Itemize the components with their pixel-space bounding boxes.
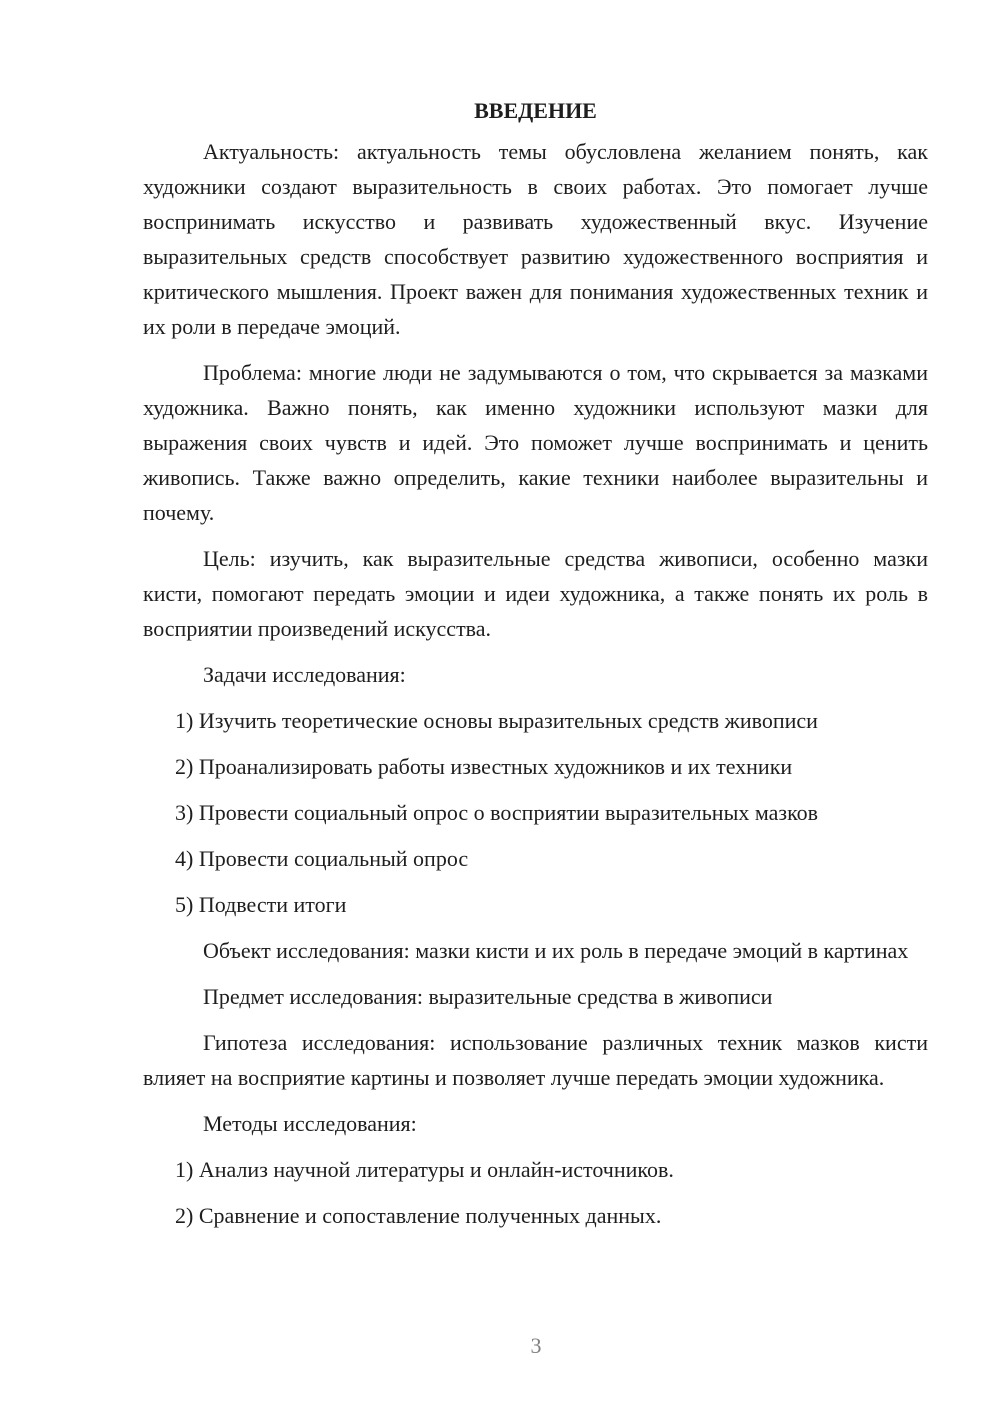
subject-paragraph: Предмет исследования: выразительные средства в живописи <box>203 984 773 1009</box>
method-item-1: 1) Анализ научной литературы и онлайн-источников. <box>175 1157 674 1182</box>
task-item-2: 2) Проанализировать работы известных художников и их техники <box>175 754 793 779</box>
goal-paragraph: Цель: изучить, как выразительные средства живописи, особенно мазки кисти, помогают передать эмоции и идеи художника, а также понять их роль в восприятии произведений искусства. <box>143 546 928 641</box>
task-item-3: 3) Провести социальный опрос о восприятии выразительных мазков <box>175 800 819 825</box>
methods-heading: Методы исследования: <box>203 1111 417 1136</box>
section-title: ВВЕДЕНИЕ <box>474 98 597 123</box>
relevance-paragraph: Актуальность: актуальность темы обусловлена желанием понять, как художники создают выразительность в своих работах. Это помогает лучше воспринимать искусство и развивать художественный вкус. Изучение выразительных средств способствует развитию художественного восприятия и критического мышления. Проект важен для понимания художественных техник и их роли в передаче эмоций. <box>143 139 928 339</box>
task-item-1: 1) Изучить теоретические основы выразительных средств живописи <box>175 708 818 733</box>
task-item-4: 4) Провести социальный опрос <box>175 846 469 871</box>
tasks-heading: Задачи исследования: <box>203 662 406 687</box>
hypothesis-paragraph: Гипотеза исследования: использование различных техник мазков кисти влияет на восприятие картины и позволяет лучше передать эмоции художника. <box>143 1030 928 1090</box>
task-item-5: 5) Подвести итоги <box>175 892 347 917</box>
problem-paragraph: Проблема: многие люди не задумываются о том, что скрывается за мазками художника. Важно понять, как именно художники используют мазки для выражения своих чувств и идей. Это поможет лучше воспринимать и ценить живопись. Также важно определить, какие техники наиболее выразительны и почему. <box>143 360 928 525</box>
object-paragraph: Объект исследования: мазки кисти и их роль в передаче эмоций в картинах <box>203 938 909 963</box>
page-content <box>143 93 928 1244</box>
page-number: 3 <box>530 1333 542 1358</box>
method-item-2: 2) Сравнение и сопоставление полученных данных. <box>175 1203 662 1228</box>
